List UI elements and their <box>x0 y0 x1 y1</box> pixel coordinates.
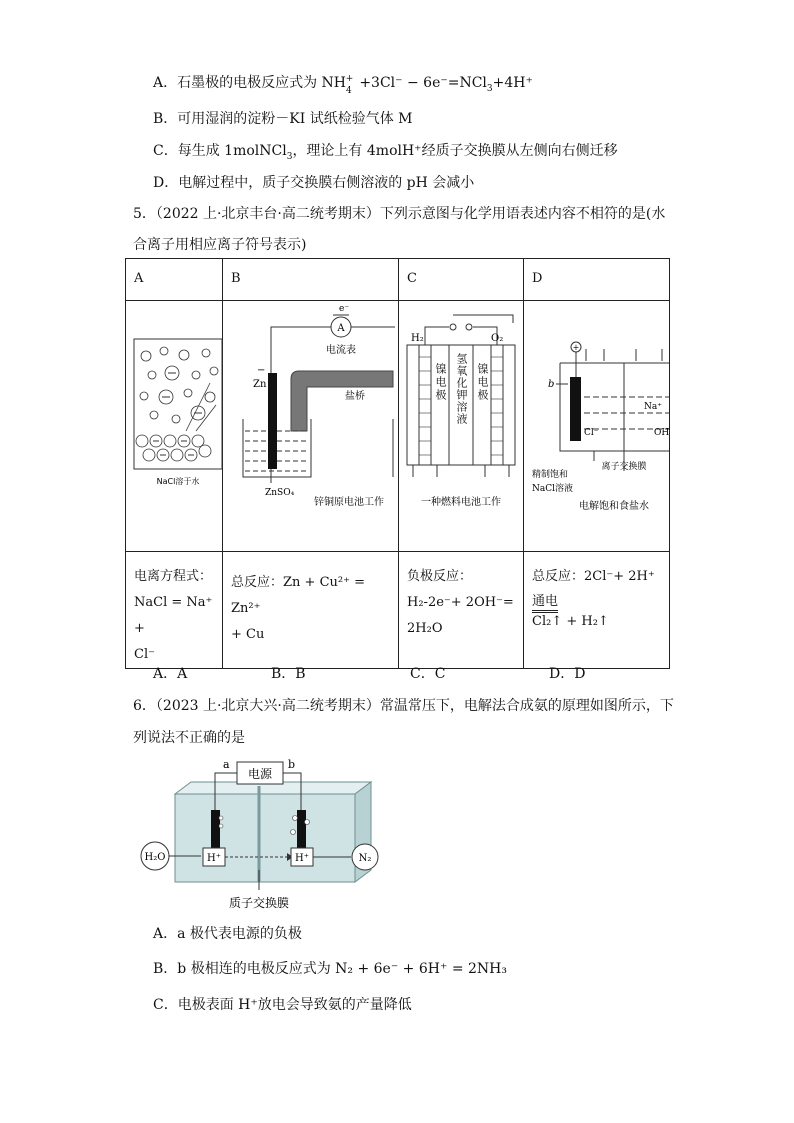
znso4-label: ZnSO₄ <box>265 488 295 498</box>
figure-a-caption: NaCl溶于水 <box>156 477 200 486</box>
ammeter-symbol: A <box>337 323 345 334</box>
q5-choice-b[interactable]: B．B <box>271 666 306 682</box>
equation-a-line1: 电离方程式： <box>134 569 213 584</box>
equation-c-line1: 负极反应： <box>407 569 473 584</box>
q6-stem-line2: 列说法不正确的是 <box>133 730 245 746</box>
figure-c-caption: 一种燃料电池工作 <box>421 497 501 508</box>
brine-feed-label-2: NaCl溶液 <box>532 484 574 494</box>
prev-option-b: B．可用湿润的淀粉－KI 试纸检验气体 M <box>153 111 413 127</box>
electrolysis-brine-diagram <box>524 301 670 551</box>
figure-b-caption: 锌铜原电池工作 <box>314 497 384 508</box>
prev-option-d: D．电解过程中，质子交换膜右侧溶液的 pH 会减小 <box>153 175 475 191</box>
figure-a-cell <box>126 301 223 552</box>
header-a: A <box>126 259 223 301</box>
h2o-label: H₂O <box>144 852 166 863</box>
brine-feed-label-1: 精制饱和 <box>532 470 569 480</box>
equation-d-cell <box>524 552 670 669</box>
q5-stem-line1: 5．（2022 上·北京丰台·高二统考期末）下列示意图与化学用语表述内容不相符的是(水 <box>133 206 666 222</box>
equation-d-condition: 通电 <box>532 594 558 613</box>
equation-c-line2: H₂-2e⁻+ 2OH⁻= <box>407 595 514 610</box>
q6-option-c[interactable]: C．电极表面 H⁺放电会导致氨的产量降低 <box>153 997 412 1013</box>
zn-label: Zn <box>253 379 267 390</box>
q5-choice-c[interactable]: C．C <box>410 666 446 682</box>
figure-d-caption: 电解饱和食盐水 <box>579 501 649 512</box>
equation-a-line2: NaCl = Na⁺ + <box>134 595 213 636</box>
figure-d-cell <box>524 301 670 552</box>
equation-c-line3: 2H₂O <box>407 621 443 636</box>
na-ion: Na⁺ <box>644 402 662 412</box>
proton-membrane-label: 质子交换膜 <box>228 896 290 910</box>
equation-a-line3: Cl⁻ <box>134 647 155 662</box>
header-b: B <box>223 259 399 301</box>
q5-stem-line2: 合离子用相应离子符号表示) <box>133 237 307 253</box>
n2-label: N₂ <box>358 853 372 864</box>
fuel-cell-diagram <box>399 301 524 551</box>
salt-bridge-label: 盐桥 <box>345 391 365 402</box>
prev-option-c: C．每生成 1molNCl$_3$，理论上有 4molH⁺经质子交换膜从左侧向右侧迁移 <box>153 143 618 162</box>
left-electrode-label: 镍电极 <box>434 363 447 402</box>
right-electrode-label: 镍电极 <box>476 363 489 402</box>
header-c: C <box>399 259 524 301</box>
q6-option-a[interactable]: A．a 极代表电源的负极 <box>153 926 302 942</box>
ammeter-label: 电流表 <box>326 345 356 356</box>
power-source-label: 电源 <box>247 767 273 781</box>
q6-stem-line1: 6．（2023 上·北京大兴·高二统考期末）常温常压下，电解法合成氨的原理如图所示，下 <box>133 698 674 714</box>
b-label: b <box>548 379 555 390</box>
zn-cu-cell-diagram <box>223 301 399 551</box>
h2-label: H₂ <box>411 333 424 344</box>
terminal-a: a <box>223 758 230 771</box>
oh-ion: OH <box>654 428 670 438</box>
electron-label: e⁻ <box>339 304 350 314</box>
q6-option-b[interactable]: B．b 极相连的电极反应式为 N₂ + 6e⁻ + 6H⁺ = 2NH₃ <box>153 961 507 977</box>
h-ion-left: H⁺ <box>207 853 221 864</box>
equation-d-line1: 总反应：2Cl⁻+ 2H⁺ <box>532 569 655 584</box>
koh-solution-label: 氢氧化钾溶液 <box>455 353 468 425</box>
equation-a-cell <box>126 552 223 669</box>
figure-c-cell <box>399 301 524 552</box>
equation-d-products: Cl₂↑ + H₂↑ <box>532 614 609 629</box>
q5-table <box>125 258 670 669</box>
plus-terminal: + <box>572 343 580 352</box>
prev-option-a: A．石墨极的电极反应式为 $NH_4^+ +3Cl^- - 6e^-=NCl_3+4H^+$ <box>153 74 533 96</box>
terminal-b: b <box>288 758 296 771</box>
h-ion-right: H⁺ <box>295 853 309 864</box>
q5-choice-d[interactable]: D．D <box>549 666 586 682</box>
header-d: D <box>524 259 670 301</box>
ammonia-electrolysis-diagram <box>133 752 393 917</box>
membrane-label: 离子交换膜 <box>601 462 647 472</box>
equation-b-line1: 总反应：Zn + Cu²⁺ = Zn²⁺ <box>231 575 365 616</box>
o2-label: O₂ <box>491 333 504 344</box>
equation-b-line2: + Cu <box>231 627 265 642</box>
minus-sign: − <box>257 365 266 376</box>
nacl-dissolve-diagram <box>126 301 223 551</box>
q5-choice-a[interactable]: A．A <box>153 666 188 682</box>
figure-b-cell <box>223 301 399 552</box>
equation-b-cell <box>223 552 399 669</box>
equation-c-cell <box>399 552 524 669</box>
cl-ion: Cl⁻ <box>584 428 599 438</box>
